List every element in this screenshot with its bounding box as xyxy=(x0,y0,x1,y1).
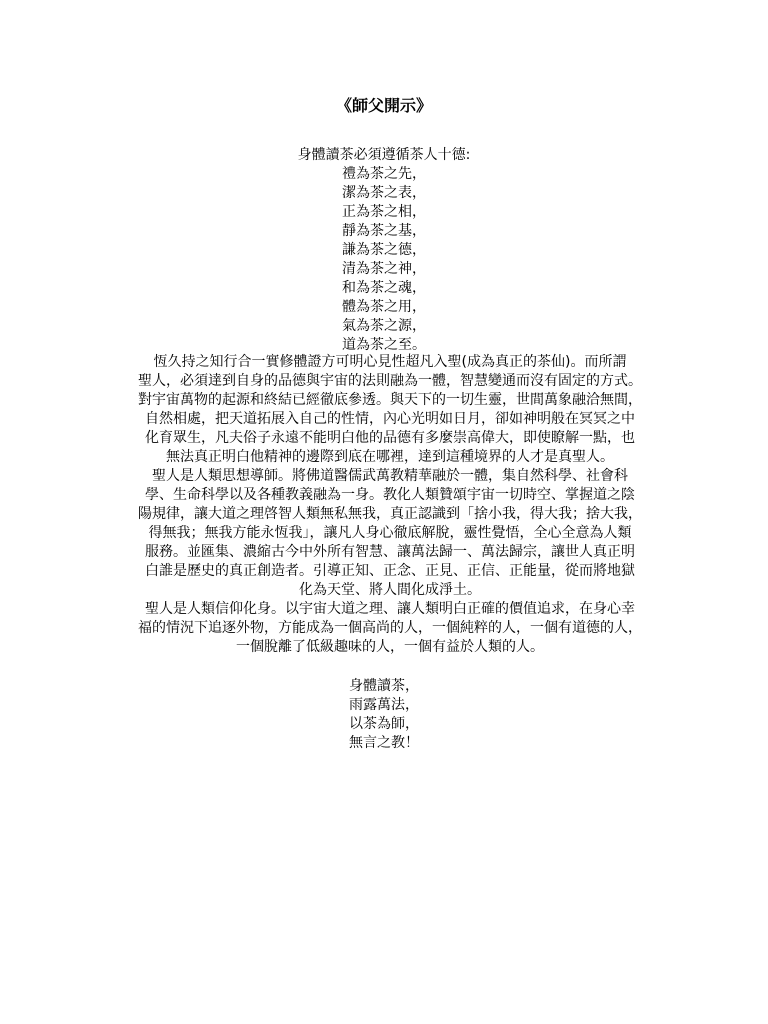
virtue-item: 潔為茶之表， xyxy=(342,185,426,201)
paragraph-line: 陽規律，讓大道之理啓智人類無私無我，真正認識到「捨小我，得大我；捨大我， xyxy=(138,506,642,522)
paragraph-line: 聖人是人類思想導師。將佛道醫儒武萬教精華融於一體，集自然科學、社會科 xyxy=(152,468,628,484)
paragraph-line: 得無我；無我方能永恆我」，讓凡人身心徹底解脫，靈性覺悟，全心全意為人類 xyxy=(148,525,632,541)
page-title: 《師父開示》 xyxy=(335,96,432,115)
closing-line: 身體讀茶， xyxy=(349,678,419,694)
virtue-item: 正為茶之相， xyxy=(342,204,426,220)
paragraph-line: 福的情況下追逐外物，方能成為一個高尚的人，一個純粹的人，一個有道德的人， xyxy=(138,620,642,636)
virtue-item: 謙為茶之德， xyxy=(342,242,426,258)
paragraph-line: 化育眾生，凡夫俗子永遠不能明白他的品德有多麼崇高偉大，即使瞭解一點，也 xyxy=(145,430,635,446)
virtue-item: 氣為茶之源， xyxy=(342,318,426,334)
closing-line: 無言之教！ xyxy=(349,735,419,751)
virtue-item: 體為茶之用， xyxy=(342,299,426,315)
paragraph-line: 白誰是歷史的真正創造者。引導正知、正念、正見、正信、正能量，從而將地獄 xyxy=(145,563,635,579)
paragraph-line: 對宇宙萬物的起源和終結已經徹底參透。與天下的一切生靈，世間萬象融洽無間， xyxy=(138,392,642,408)
closing-line: 以茶為師， xyxy=(349,716,419,732)
body-text xyxy=(116,353,664,657)
paragraph-line: 服務。並匯集、濃縮古今中外所有智慧、讓萬法歸一、萬法歸宗，讓世人真正明 xyxy=(145,544,635,560)
virtue-item: 道為茶之至。 xyxy=(342,337,426,353)
paragraph-line: 聖人，必須達到自身的品德與宇宙的法則融為一體，智慧變通而沒有固定的方式。 xyxy=(138,373,642,389)
virtue-item: 清為茶之神， xyxy=(342,261,426,277)
virtue-item: 和為茶之魂， xyxy=(342,280,426,296)
paragraph-line: 化為天堂、將人間化成淨土。 xyxy=(299,582,481,598)
virtue-item: 靜為茶之基， xyxy=(342,223,426,239)
paragraph-line: 自然相處，把天道拓展入自己的性情，內心光明如日月，卻如神明般在冥冥之中 xyxy=(145,411,635,427)
closing-line: 雨露萬法， xyxy=(349,697,419,713)
paragraph-line: 學、生命科學以及各種教義融為一身。教化人類贊頌宇宙一切時空、掌握道之陰 xyxy=(145,487,635,503)
virtue-item: 禮為茶之先， xyxy=(342,166,426,182)
ten-virtues-list xyxy=(0,146,768,355)
paragraph-line: 聖人是人類信仰化身。以宇宙大道之理、讓人類明白正確的價值追求，在身心幸 xyxy=(145,601,635,617)
virtues-intro: 身體讀茶必須遵循茶人十德: xyxy=(297,147,471,163)
closing-verse xyxy=(0,677,768,753)
paragraph-line: 恆久持之知行合一實修體證方可明心見性超凡入聖(成為真正的茶仙)。而所謂 xyxy=(153,354,627,370)
paragraph-line: 一個脫離了低級趣味的人，一個有益於人類的人。 xyxy=(236,639,544,655)
paragraph-line: 無法真正明白他精神的邊際到底在哪裡，達到這種境界的人才是真聖人。 xyxy=(166,449,614,465)
